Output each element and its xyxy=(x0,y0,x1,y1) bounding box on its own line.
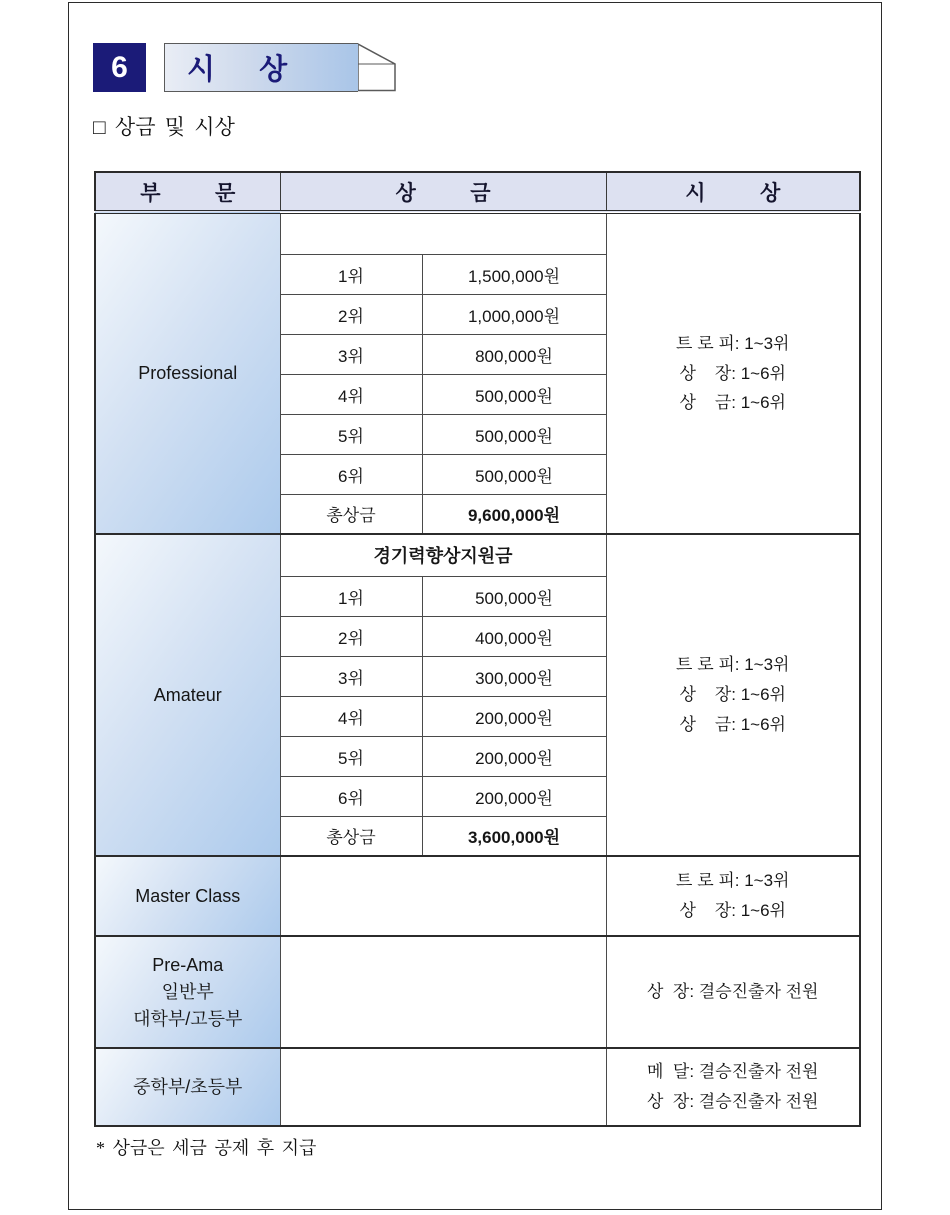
section-number-badge: 6 xyxy=(93,43,146,92)
rank-cell: 1위 xyxy=(280,576,422,616)
division-line: 일반부 xyxy=(161,981,214,1002)
rank-cell: 5위 xyxy=(280,414,422,454)
section-header xyxy=(93,43,398,92)
table-header-row xyxy=(95,172,860,212)
division-professional: Professional xyxy=(95,212,280,534)
award-line: 트 로 피: 1~3위 xyxy=(676,871,790,891)
table-row xyxy=(95,212,860,254)
award-line: 상 장: 결승진출자 전원 xyxy=(647,1092,819,1111)
rank-cell: 3위 xyxy=(280,656,422,696)
award-line: 상 금: 1~6위 xyxy=(679,393,786,413)
table-row xyxy=(95,1048,860,1126)
rank-cell: 3위 xyxy=(280,334,422,374)
total-label-cell: 총상금 xyxy=(280,816,422,856)
prize-empty-middle-elementary xyxy=(280,1048,606,1126)
prize-empty-pre-ama xyxy=(280,936,606,1048)
amount-cell: 500,000원 xyxy=(422,576,606,616)
award-line: 상 장: 1~6위 xyxy=(679,685,786,705)
footnote: * 상금은 세금 공제 후 지급 xyxy=(96,1138,317,1158)
amount-cell: 500,000원 xyxy=(422,414,606,454)
table-row xyxy=(95,856,860,936)
rank-cell: 4위 xyxy=(280,696,422,736)
amount-cell: 300,000원 xyxy=(422,656,606,696)
amount-cell: 200,000원 xyxy=(422,736,606,776)
division-master-class: Master Class xyxy=(95,856,280,936)
awards-middle-elementary xyxy=(606,1048,860,1126)
rank-cell: 6위 xyxy=(280,454,422,494)
award-line: 상 장: 1~6위 xyxy=(679,363,786,383)
award-line: 트 로 피: 1~3위 xyxy=(676,655,790,675)
award-line: 메 달: 결승진출자 전원 xyxy=(647,1062,819,1082)
rank-cell: 1위 xyxy=(280,254,422,294)
award-line: 상 장: 결승진출자 전원 xyxy=(647,982,819,1002)
prize-award-table xyxy=(94,171,861,1127)
amount-cell: 500,000원 xyxy=(422,374,606,414)
header-prize: 상 금 xyxy=(280,172,606,212)
ribbon-fold-icon xyxy=(358,43,398,92)
division-amateur: Amateur xyxy=(95,534,280,856)
table-row xyxy=(95,534,860,576)
awards-pre-ama xyxy=(606,936,860,1048)
header-division: 부 문 xyxy=(95,172,280,212)
header-award: 시 상 xyxy=(606,172,860,212)
amount-cell: 500,000원 xyxy=(422,454,606,494)
total-amount-cell: 3,600,000원 xyxy=(422,816,606,856)
amount-cell: 1,500,000원 xyxy=(422,254,606,294)
section-title-banner xyxy=(164,43,398,92)
amount-cell: 400,000원 xyxy=(422,616,606,656)
amount-cell: 1,000,000원 xyxy=(422,294,606,334)
division-pre-ama xyxy=(95,936,280,1048)
rank-cell: 4위 xyxy=(280,374,422,414)
division-middle-elementary: 중학부/초등부 xyxy=(95,1048,280,1126)
amount-cell: 800,000원 xyxy=(422,334,606,374)
award-line: 상 장: 1~6위 xyxy=(679,901,786,920)
award-line: 트 로 피: 1~3위 xyxy=(676,333,790,353)
awards-master-class xyxy=(606,856,860,936)
awards-amateur xyxy=(606,534,860,856)
rank-cell: 5위 xyxy=(280,736,422,776)
rank-cell: 6위 xyxy=(280,776,422,816)
award-line: 상 금: 1~6위 xyxy=(679,714,786,734)
table-row xyxy=(95,936,860,1048)
total-amount-cell: 9,600,000원 xyxy=(422,494,606,534)
subtitle: □ 상금 및 시상 xyxy=(93,115,235,139)
awards-professional xyxy=(606,212,860,534)
prize-title-professional xyxy=(280,212,606,254)
section-title: 시 상 xyxy=(187,54,288,86)
banner-background xyxy=(164,43,358,92)
prize-empty-master-class xyxy=(280,856,606,936)
division-line: Pre-Ama xyxy=(152,954,224,975)
page-frame xyxy=(68,2,882,1210)
total-label-cell: 총상금 xyxy=(280,494,422,534)
division-line: 대학부/고등부 xyxy=(133,1008,243,1029)
amount-cell: 200,000원 xyxy=(422,696,606,736)
rank-cell: 2위 xyxy=(280,294,422,334)
rank-cell: 2위 xyxy=(280,616,422,656)
amount-cell: 200,000원 xyxy=(422,776,606,816)
prize-title-amateur: 경기력향상지원금 xyxy=(280,534,606,576)
